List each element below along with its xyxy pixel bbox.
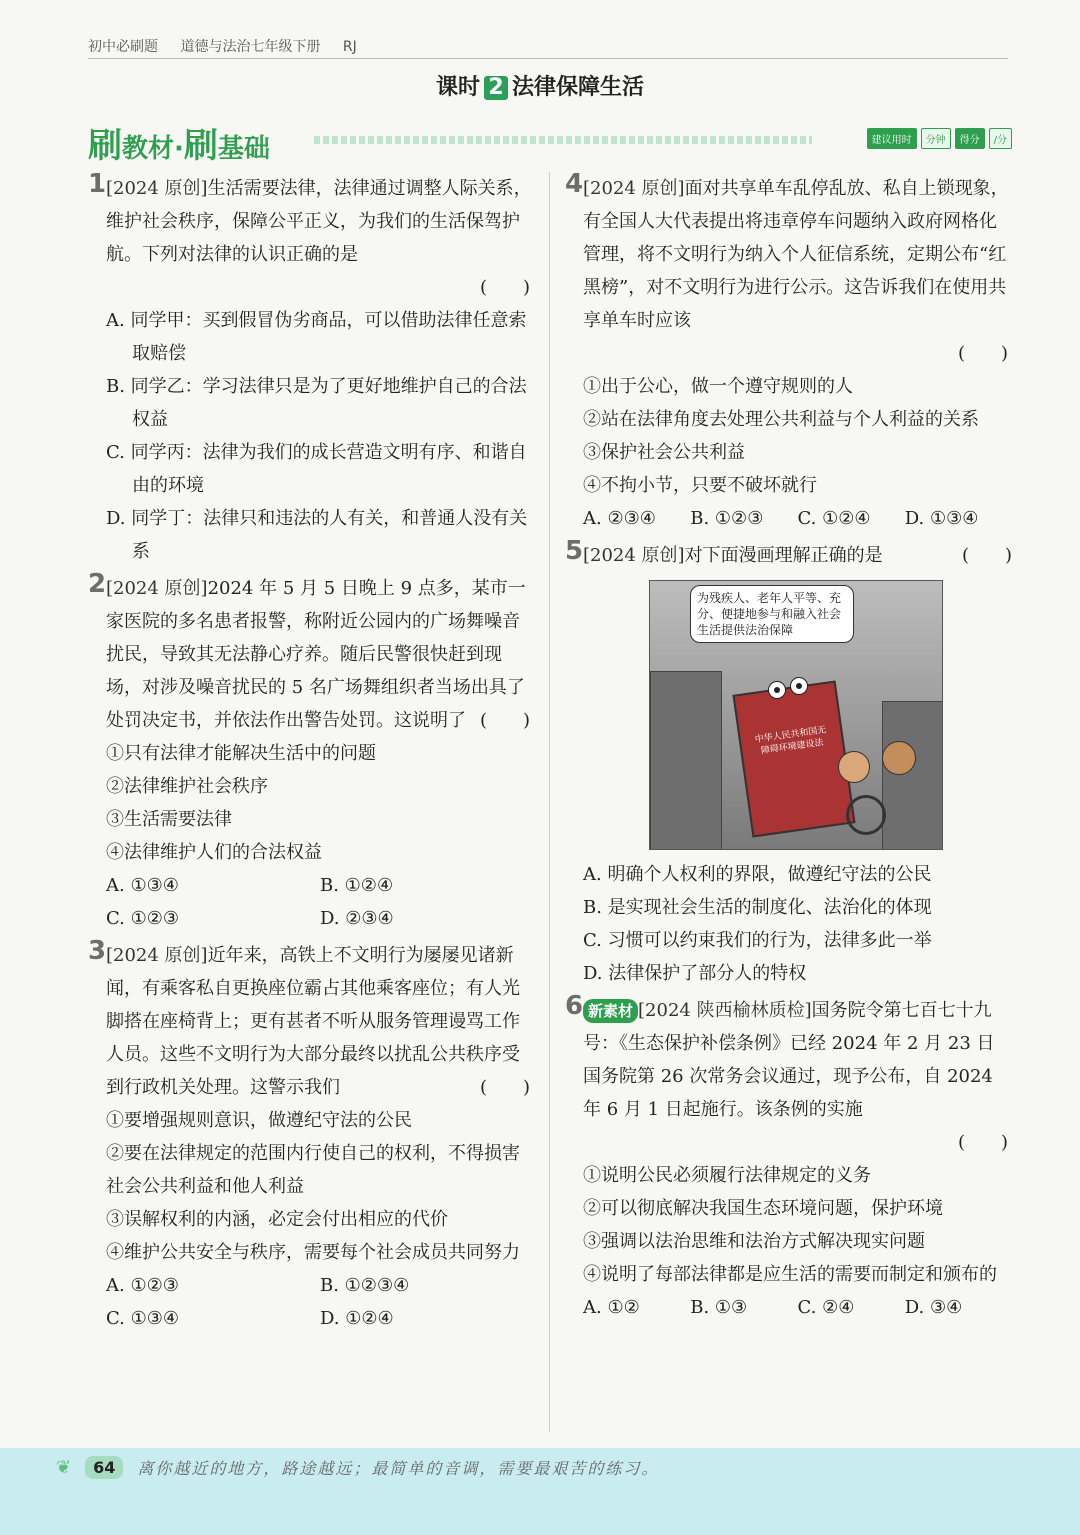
option-d[interactable]: D. ③④ xyxy=(904,1297,963,1318)
section-banner xyxy=(88,116,1012,166)
right-column xyxy=(565,169,1012,1328)
option-d[interactable]: D. ②③④ xyxy=(320,908,394,929)
option-a[interactable]: A. 明确个人权利的界限，做遵纪守法的公民 xyxy=(583,864,932,885)
statement-4: ④不拘小节，只要不破坏就行 xyxy=(583,475,817,496)
time-tag: 建议用时 xyxy=(867,128,917,149)
score-value-tag: /分 xyxy=(989,128,1012,149)
lesson-name: 法律保障生活 xyxy=(512,75,645,100)
question-source: [2024 原创] xyxy=(106,945,208,966)
question-source: [2024 原创] xyxy=(583,178,685,199)
question-number: 6 xyxy=(565,991,584,1021)
question-5 xyxy=(565,536,1012,990)
option-c[interactable]: C. ①③④ xyxy=(106,1308,179,1329)
option-d[interactable]: D. 同学丁：法律只和违法的人有关，和普通人没有关系 xyxy=(106,508,528,562)
question-1 xyxy=(88,169,534,568)
statement-2: ②可以彻底解决我国生态环境问题，保护环境 xyxy=(583,1198,943,1219)
answer-blank[interactable]: ( ) xyxy=(957,343,1008,364)
option-a[interactable]: A. 同学甲：买到假冒伪劣商品，可以借助法律任意索取赔偿 xyxy=(106,310,527,364)
question-number: 4 xyxy=(565,169,584,199)
minutes-tag: 分钟 xyxy=(921,128,951,149)
question-source: [2024 原创] xyxy=(106,178,208,199)
statement-1: ①出于公心，做一个遵守规则的人 xyxy=(583,376,853,397)
footer-motto: 离你越近的地方，路途越远；最简单的音调，需要最艰苦的练习。 xyxy=(137,1459,660,1478)
question-source: [2024 原创] xyxy=(583,545,685,566)
statement-1: ①只有法律才能解决生活中的问题 xyxy=(106,743,376,764)
question-4 xyxy=(565,169,1012,535)
statement-4: ④法律维护人们的合法权益 xyxy=(106,842,322,863)
question-number: 5 xyxy=(565,536,584,566)
question-3 xyxy=(88,936,534,1335)
question-stem: 生活需要法律，法律通过调整人际关系，维护社会秩序，保障公平正义，为我们的生活保驾护航。下列对法律的认识正确的是 xyxy=(106,178,532,265)
option-b[interactable]: B. ①②③④ xyxy=(320,1275,410,1296)
option-b[interactable]: B. ①③ xyxy=(690,1297,748,1318)
question-stem: 国务院令第七百七十九号：《生态保护补偿条例》已经 2024 年 2 月 23 日国务院第 26 次常务会议通过，现予公布，自 2024 年 6 月 1 日起施行。该条例的实施 xyxy=(583,1000,995,1120)
statement-2: ②法律维护社会秩序 xyxy=(106,776,268,797)
statement-4: ④维护公共安全与秩序，需要每个社会成员共同努力 xyxy=(106,1242,520,1263)
disabled-person-icon xyxy=(882,741,916,775)
page-number: 64 xyxy=(85,1456,123,1479)
question-stem: 近年来，高铁上不文明行为屡屡见诸新闻，有乘客私自更换座位霸占其他乘客座位；有人光脚搭在座椅背上；更有甚者不听从服务管理谩骂工作人员。这些不文明行为大部分最终以扰乱公共秩序受到行政机关处理。这警示我们 xyxy=(106,945,520,1098)
eye-icon xyxy=(790,677,808,695)
option-c[interactable]: C. ①②④ xyxy=(797,508,871,529)
statement-2: ②要在法律规定的范围内行使自己的权利，不得损害社会公共利益和他人利益 xyxy=(106,1143,520,1197)
running-header xyxy=(88,36,1008,59)
answer-blank[interactable]: ( ) xyxy=(479,1077,530,1098)
question-stem: 对下面漫画理解正确的是 xyxy=(684,545,883,566)
option-b[interactable]: B. ①②③ xyxy=(690,508,764,529)
statement-3: ③保护社会公共利益 xyxy=(583,442,745,463)
dotted-divider xyxy=(314,136,812,144)
elderly-person-icon xyxy=(838,751,870,783)
question-6 xyxy=(565,991,1012,1324)
option-a[interactable]: A. ①② xyxy=(583,1297,640,1318)
answer-blank[interactable]: ( ) xyxy=(957,1132,1008,1153)
series-name: 初中必刷题 xyxy=(88,39,158,55)
option-d[interactable]: D. ①③④ xyxy=(904,508,979,529)
new-material-badge: 新素材 xyxy=(583,999,638,1023)
question-stem: 面对共享单车乱停乱放、私自上锁现象，有全国人大代表提出将违章停车问题纳入政府网格化管理，将不文明行为纳入个人征信系统，定期公布“红黑榜”，对不文明行为进行公示。这告诉我们在使用共享单车时应该 xyxy=(583,178,1009,331)
option-d[interactable]: D. 法律保护了部分人的特权 xyxy=(583,963,807,984)
statement-1: ①说明公民必须履行法律规定的义务 xyxy=(583,1165,871,1186)
answer-blank[interactable]: ( ) xyxy=(479,277,530,298)
cartoon-illustration xyxy=(649,580,943,850)
timer-tags xyxy=(867,128,1012,149)
option-b[interactable]: B. 同学乙：学习法律只是为了更好地维护自己的合法权益 xyxy=(106,376,527,430)
building-right xyxy=(882,701,943,850)
question-source: [2024 原创] xyxy=(106,578,208,599)
question-number: 3 xyxy=(88,936,107,966)
statement-1: ①要增强规则意识，做遵纪守法的公民 xyxy=(106,1110,412,1131)
edition-label: RJ xyxy=(342,39,357,55)
option-c[interactable]: C. 同学丙：法律为我们的成长营造文明有序、和谐自由的环境 xyxy=(106,442,527,496)
answer-blank[interactable]: ( ) xyxy=(479,710,530,731)
statement-4: ④说明了每部法律都是应生活的需要而制定和颁布的 xyxy=(583,1264,997,1285)
left-column xyxy=(88,169,534,1339)
page-footer xyxy=(0,1448,1080,1535)
option-d[interactable]: D. ①②④ xyxy=(320,1308,394,1329)
option-b[interactable]: B. 是实现社会生活的制度化、法治化的体现 xyxy=(583,897,932,918)
building-left xyxy=(650,671,722,850)
option-c[interactable]: C. ②④ xyxy=(797,1297,855,1318)
option-a[interactable]: A. ①②③ xyxy=(106,1275,179,1296)
question-2 xyxy=(88,569,534,935)
option-a[interactable]: A. ②③④ xyxy=(583,508,656,529)
column-divider xyxy=(549,172,550,1432)
speech-bubble: 为残疾人、老年人平等、充分、便捷地参与和融入社会生活提供法治保障 xyxy=(690,585,854,643)
question-number: 1 xyxy=(88,169,107,199)
eye-icon xyxy=(768,681,786,699)
option-c[interactable]: C. 习惯可以约束我们的行为，法律多此一举 xyxy=(583,930,932,951)
wheelchair-wheel-icon xyxy=(846,795,886,835)
lesson-number: 2 xyxy=(484,76,508,100)
law-book-title: 中华人民共和国无障碍环境建设法 xyxy=(754,725,828,757)
option-c[interactable]: C. ①②③ xyxy=(106,908,179,929)
subject-name: 道德与法治七年级下册 xyxy=(180,39,321,55)
question-stem: 2024 年 5 月 5 日晚上 9 点多，某市一家医院的多名患者报警，称附近公园内的广场舞噪音扰民，导致其无法静心疗养。随后民警很快赶到现场，对涉及噪音扰民的 5 名广场舞组织者当场出具了处罚决定书，并依法作出警告处罚。这说明了 xyxy=(106,578,526,731)
law-book-character xyxy=(732,680,855,837)
statement-3: ③生活需要法律 xyxy=(106,809,232,830)
leaf-icon: ❦ xyxy=(56,1457,72,1478)
answer-blank[interactable]: ( ) xyxy=(961,545,1012,566)
statement-2: ②站在法律角度去处理公共利益与个人利益的关系 xyxy=(583,409,979,430)
statement-3: ③误解权利的内涵，必定会付出相应的代价 xyxy=(106,1209,448,1230)
lesson-prefix: 课时 xyxy=(435,75,480,100)
section-brand: 刷教材·刷基础 xyxy=(88,126,270,166)
question-number: 2 xyxy=(88,569,107,599)
statement-3: ③强调以法治思维和法治方式解决现实问题 xyxy=(583,1231,925,1252)
option-a[interactable]: A. ①③④ xyxy=(106,875,179,896)
option-b[interactable]: B. ①②④ xyxy=(320,875,394,896)
question-source: [2024 陕西榆林质检] xyxy=(638,1000,812,1021)
lesson-title xyxy=(0,70,1080,101)
score-tag: 得分 xyxy=(955,128,985,149)
